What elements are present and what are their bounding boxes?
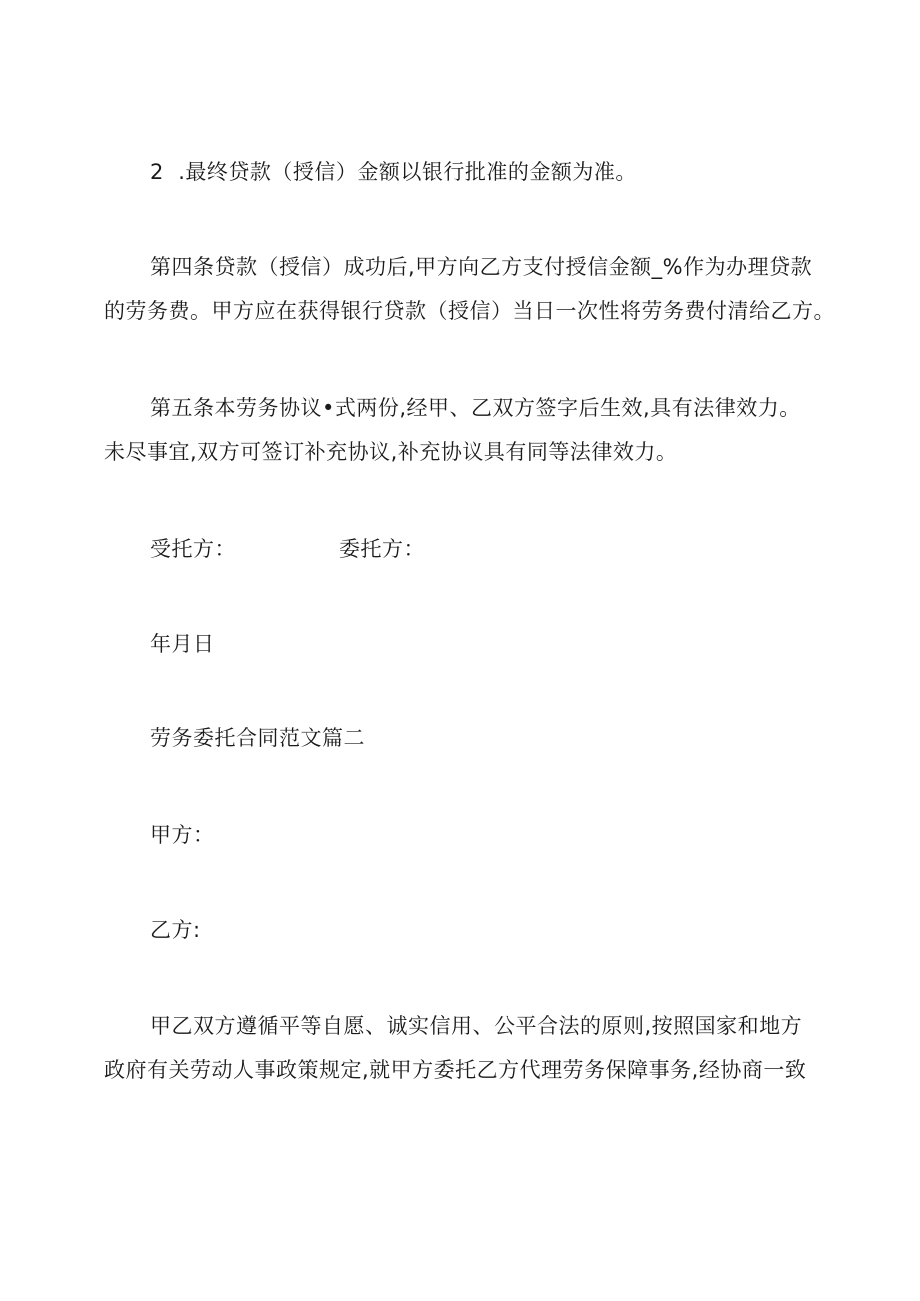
party-b-label: 乙方:: [150, 918, 201, 942]
article-5-line-1: 第五条本劳务协议•式两份,经甲、乙双方签字后生效,具有法律效力。: [150, 396, 801, 420]
trustee-signature-label: 受托方：: [150, 537, 236, 561]
client-signature-label: 委托方：: [339, 537, 425, 561]
preamble-line-1: 甲乙双方遵循平等自愿、诚实信用、公平合法的原则,按照国家和地方: [150, 1014, 803, 1038]
article-5-line-2: 未尽事宜,双方可签订补充协议,补充协议具有同等法律效力。: [104, 440, 678, 464]
section-title: 劳务委托合同范文篇二: [150, 726, 365, 750]
article-4-line-2: 的劳务费。甲方应在获得银行贷款（授信）当日一次性将劳务费付清给乙方。: [104, 299, 835, 323]
date-line: 年月日: [150, 632, 215, 656]
clause-2-item: 2 .最终贷款（授信）金额以银行批准的金额为准。: [150, 160, 637, 184]
preamble-line-2: 政府有关劳动人事政策规定,就甲方委托乙方代理劳务保障事务,经协商一致: [104, 1058, 807, 1082]
party-a-label: 甲方：: [150, 823, 215, 847]
article-4-line-1: 第四条贷款（授信）成功后,甲方向乙方支付授信金额_%作为办理贷款: [150, 255, 813, 279]
